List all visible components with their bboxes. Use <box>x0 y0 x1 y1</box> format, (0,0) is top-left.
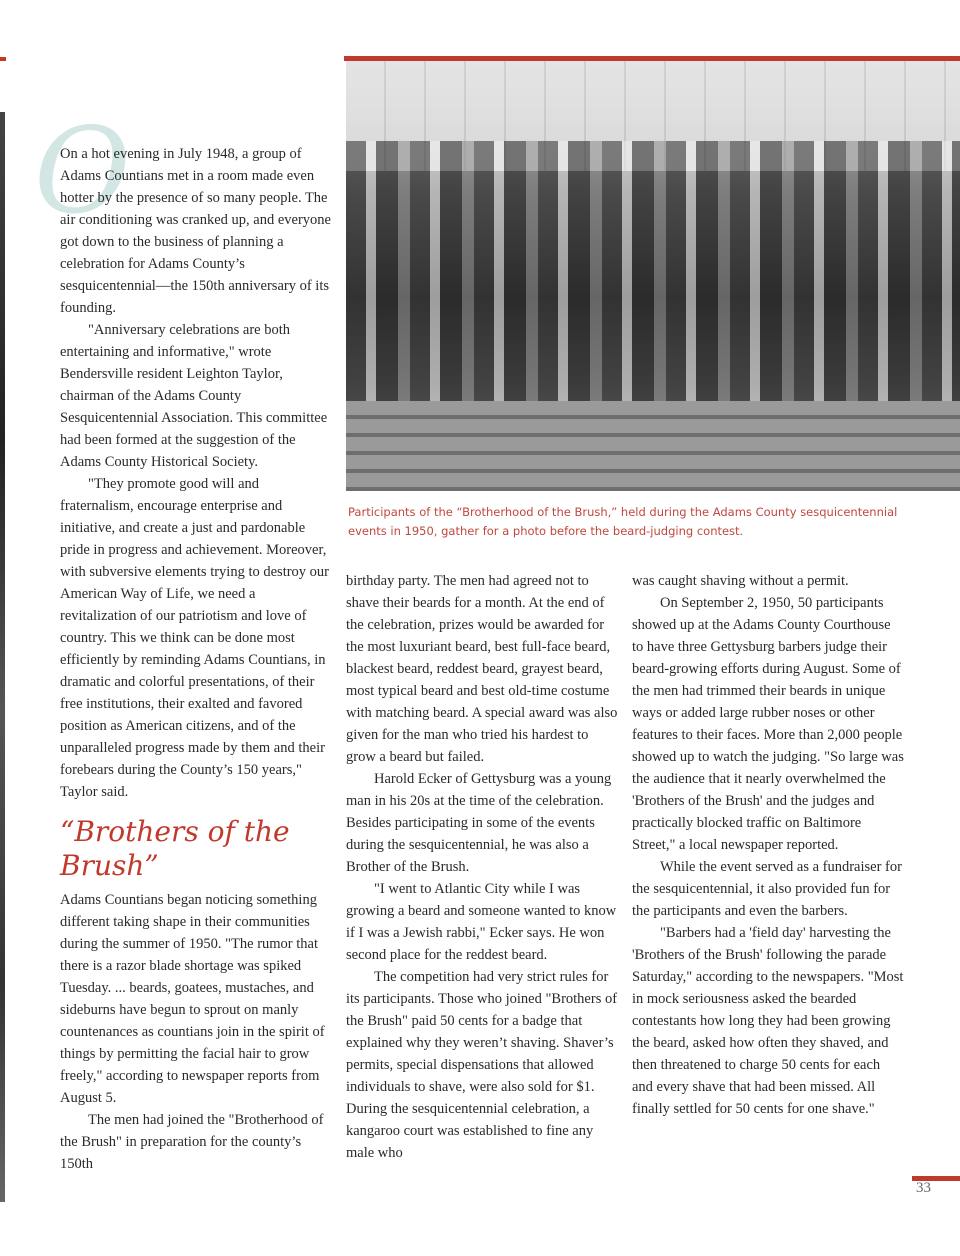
paragraph: The competition had very strict rules for its participants. Those who joined "Brothers of the Brush" paid 50 cents for a badge that explained why they weren’t shaving. Shaver’s permits, special dispensations that allowed individuals to shave, were also sold for $1. During the sesquicentennial celebration, a kangaroo court was established to fine any male who <box>346 969 618 1161</box>
page-number: 33 <box>916 1180 931 1196</box>
paragraph: While the event served as a fundraiser for the sesquicentennial, it also provided fun for the participants and even the barbers. <box>632 859 902 919</box>
column-2 <box>346 570 618 1164</box>
paragraph: was caught shaving without a permit. <box>632 573 849 589</box>
paragraph: Adams Countians began noticing something different taking shape in their communities during the summer of 1950. "The rumor that there is a razor blade shortage was spiked Tuesday. ... beards, goatees, mustaches, and sideburns have begun to sprout on manly countenances as countians join in the spirit of things by permitting the facial hair to grow freely," according to newspaper reports from August 5. <box>60 892 325 1106</box>
group-photo <box>346 61 960 491</box>
photo-steps <box>346 401 960 491</box>
photo-caption: Participants of the “Brotherhood of the Brush,” held during the Adams County sesquicentennial events in 1950, gather for a photo before the beard-judging contest. <box>348 505 898 538</box>
drop-cap: O <box>34 102 131 240</box>
photo-crowd <box>346 141 960 401</box>
accent-rule-left <box>0 57 6 61</box>
paragraph: "Barbers had a 'field day' harvesting the 'Brothers of the Brush' following the parade Saturday," according to the newspapers. "Most in mock seriousness asked the bearded contestants how long they had been growing the beard, asked how often they shaved, and then threatened to charge 50 cents for each and every shave that had been missed. All finally settled for 50 cents for one shave." <box>632 925 904 1117</box>
left-photo-edge <box>0 112 5 1202</box>
column-3 <box>632 570 904 1120</box>
section-heading: “Brothers of the Brush” <box>60 815 290 882</box>
paragraph: On September 2, 1950, 50 participants showed up at the Adams County Courthouse to have three Gettysburg barbers judge their beard-growing efforts during August. Some of the men had trimmed their beards in unique ways or added large rubber noses or other features to their faces. More than 2,000 people showed up to watch the judging. "So large was the audience that it nearly overwhelmed the 'Brothers of the Brush' and the judges and practically blocked traffic on Baltimore Street," a local newspaper reported. <box>632 595 904 853</box>
paragraph: "I went to Atlantic City while I was growing a beard and someone wanted to know if I was a Jewish rabbi," Ecker says. He won second place for the reddest beard. <box>346 881 617 963</box>
column-1 <box>60 143 332 1175</box>
paragraph: On a hot evening in July 1948, a group of Adams Countians met in a room made even hotter by the presence of so many people. The air conditioning was cranked up, and everyone got down to the business of planning a celebration for Adams County’s sesquicentennial—the 150th anniversary of its founding. <box>60 146 331 316</box>
paragraph: The men had joined the "Brotherhood of the Brush" in preparation for the county’s 150th <box>60 1112 324 1172</box>
paragraph: birthday party. The men had agreed not to shave their beards for a month. At the end of the celebration, prizes would be awarded for the most luxuriant beard, best full-face beard, blackest beard, reddest beard, grayest beard, most typical beard and best old-time costume with matching beard. A special award was also given for the man who tried his hardest to grow a beard but failed. <box>346 573 618 765</box>
paragraph: "Anniversary celebrations are both entertaining and informative," wrote Bendersville resident Leighton Taylor, chairman of the Adams County Sesquicentennial Association. This committee had been formed at the suggestion of the Adams County Historical Society. <box>60 322 328 470</box>
paragraph: Harold Ecker of Gettysburg was a young man in his 20s at the time of the celebration. Besides participating in some of the events during the sesquicentennial, he was also a Brother of the Brush. <box>346 771 612 875</box>
paragraph: "They promote good will and fraternalism, encourage enterprise and initiative, and create a just and pardonable pride in progress and achievement. Moreover, with subversive elements trying to destroy our American Way of Life, we need a revitalization of our patriotism and love of country. This we think can be done most efficiently by reminding Adams Countians, in dramatic and colorful presentations, of their free institutions, their exalted and favored position as American citizens, and of the unparalleled progress made by them and their forebears during the County’s 150 years," Taylor said. <box>60 476 330 800</box>
